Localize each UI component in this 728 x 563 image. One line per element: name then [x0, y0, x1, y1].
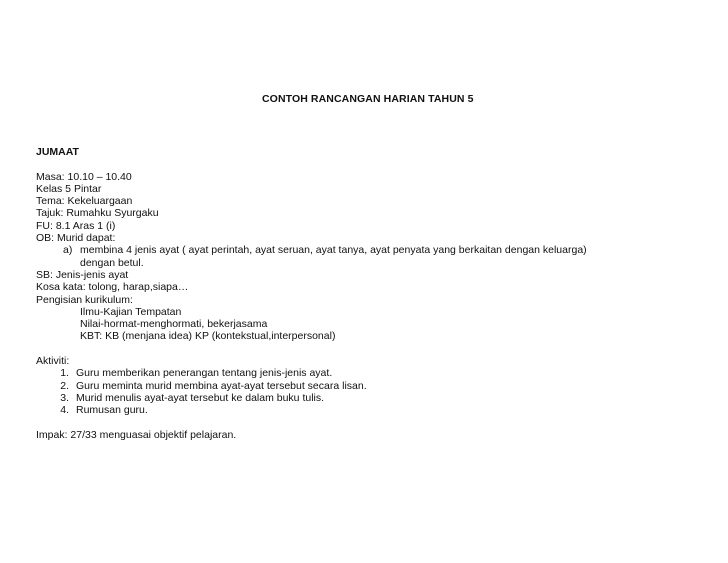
aktiviti-item	[36, 367, 696, 379]
sb-line: SB: Jenis-jenis ayat	[36, 268, 129, 281]
aktiviti-number: 3.	[60, 391, 69, 404]
detail-masa: Masa: 10.10 – 10.40	[36, 170, 132, 183]
aktiviti-text: Guru meminta murid membina ayat-ayat tersebut secara lisan.	[76, 379, 367, 392]
aktiviti-item	[36, 392, 696, 404]
day-heading: JUMAAT	[36, 146, 79, 158]
aktiviti-item	[36, 380, 696, 392]
detail-tema: Tema: Kekeluargaan	[36, 195, 133, 208]
objective-item	[36, 244, 696, 256]
objective-marker: a)	[63, 244, 73, 257]
aktiviti-item	[36, 404, 696, 416]
aktiviti-number: 2.	[60, 379, 69, 392]
objective-text: membina 4 jenis ayat ( ayat perintah, ayat seruan, ayat tanya, ayat penyata yang berkaitan dengan keluarga)	[80, 244, 587, 257]
detail-kelas: Kelas 5 Pintar	[36, 182, 102, 195]
kosa-kata-line: Kosa kata: tolong, harap,siapa…	[36, 281, 189, 294]
pengisian-label: Pengisian kurikulum:	[36, 293, 133, 306]
aktiviti-number: 4.	[60, 404, 69, 417]
spacer	[36, 417, 696, 429]
spacer	[36, 343, 696, 355]
detail-fu: FU: 8.1 Aras 1 (i)	[36, 219, 116, 232]
aktiviti-number: 1.	[60, 367, 69, 380]
document-title: CONTOH RANCANGAN HARIAN TAHUN 5	[262, 93, 474, 105]
objective-continuation: dengan betul.	[80, 256, 144, 269]
aktiviti-label: Aktiviti:	[36, 355, 70, 368]
pengisian-item: KBT: KB (menjana idea) KP (kontekstual,interpersonal)	[80, 330, 336, 343]
impak-line: Impak: 27/33 menguasai objektif pelajaran.	[36, 428, 237, 441]
pengisian-item: Ilmu-Kajian Tempatan	[80, 305, 182, 318]
detail-ob: OB: Murid dapat:	[36, 232, 116, 245]
detail-tajuk: Tajuk: Rumahku Syurgaku	[36, 207, 159, 220]
lesson-plan-body	[36, 146, 696, 441]
aktiviti-text: Guru memberikan penerangan tentang jenis-jenis ayat.	[76, 367, 333, 380]
spacer	[36, 158, 696, 170]
aktiviti-text: Murid menulis ayat-ayat tersebut ke dalam buku tulis.	[76, 391, 325, 404]
aktiviti-text: Rumusan guru.	[76, 404, 148, 417]
pengisian-item: Nilai-hormat-menghormati, bekerjasama	[80, 318, 268, 331]
